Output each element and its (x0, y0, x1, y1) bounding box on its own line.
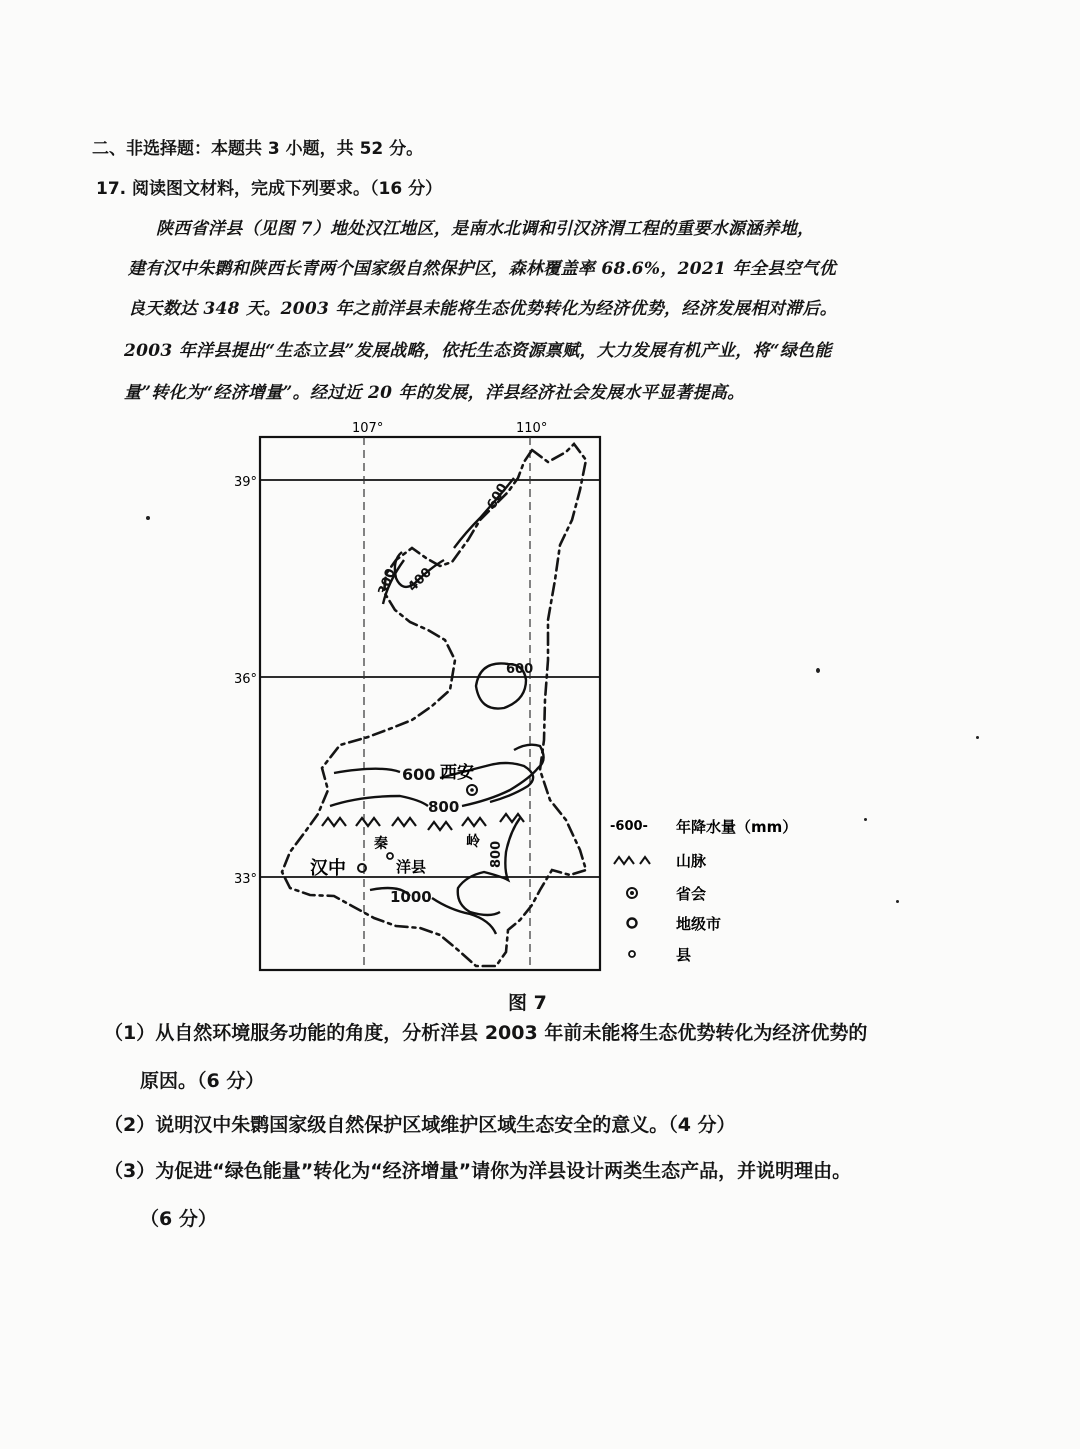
legend-symbol-capital (627, 888, 637, 898)
scan-speck (896, 900, 899, 903)
section-header: 二、非选择题：本题共 3 小题，共 52 分。 (92, 139, 424, 159)
place-hanzhong: 汉中 (310, 858, 346, 879)
scan-speck (864, 818, 867, 821)
lon-label-107: 107° (352, 421, 384, 436)
legend-label-isohyet: 年降水量（mm） (676, 818, 798, 836)
isohyet-800-b (462, 745, 544, 806)
legend-symbol-isohyet: -600- (610, 819, 648, 834)
isohyet-label-1000: 1000 (390, 888, 432, 906)
isohyet-label-600-north: 600 (484, 480, 512, 512)
sub-question-3-cont: （6 分） (140, 1208, 217, 1230)
legend-label-capital: 省会 (676, 885, 707, 903)
legend-symbol-mountain (614, 857, 650, 864)
lat-label-33: 33° (234, 872, 258, 887)
isohyet-600-north (454, 478, 514, 548)
isohyet-label-300: 300 (375, 566, 400, 598)
place-yangxian: 洋县 (396, 858, 427, 876)
lat-label-39: 39° (234, 475, 258, 490)
isohyet-label-600-west: 600 (402, 765, 436, 784)
isohyet-800-a (330, 796, 428, 806)
isohyet-600-west-b (440, 763, 533, 802)
isohyet-800-c (458, 818, 520, 915)
province-boundary (282, 444, 586, 966)
qinling-mountain-symbols (322, 814, 524, 830)
isohyet-label-400: 400 (405, 565, 436, 595)
legend-label-mountain: 山脉 (676, 852, 707, 870)
scan-speck (976, 736, 979, 739)
place-qin: 秦 (374, 836, 388, 852)
legend-label-prefecture: 地级市 (676, 915, 722, 933)
isohyet-1000-b (432, 898, 496, 934)
legend-label-county: 县 (676, 946, 692, 964)
legend-symbol-prefecture (628, 919, 637, 928)
material-line-5: 量”转化为“经济增量”。经过近 20 年的发展，洋县经济社会发展水平显著提高。 (124, 383, 745, 403)
xian-capital-marker (467, 785, 477, 795)
map-legend (610, 818, 797, 964)
sub-question-3: （3）为促进“绿色能量”转化为“经济增量”请你为洋县设计两类生态产品，并说明理由。 (104, 1160, 852, 1182)
sub-question-1-cont: 原因。（6 分） (140, 1070, 265, 1092)
scan-speck (146, 516, 150, 520)
isohyet-300 (383, 560, 404, 604)
isohyet-1000-a (370, 888, 410, 896)
yangxian-county-marker (387, 853, 393, 859)
question-title: 17. 阅读图文材料，完成下列要求。（16 分） (96, 179, 443, 199)
isohyet-label-600-center: 600 (506, 662, 534, 677)
map-frame (260, 437, 600, 970)
xian-capital-marker-dot (470, 788, 474, 792)
material-line-2: 建有汉中朱鹮和陕西长青两个国家级自然保护区，森林覆盖率 68.6%，2021 年全县空气优 (128, 259, 837, 279)
isohyets (330, 478, 544, 934)
isohyet-600-center (476, 663, 526, 708)
isohyet-label-800-west: 800 (428, 798, 460, 816)
sub-question-2: （2）说明汉中朱鹮国家级自然保护区域维护区域生态安全的意义。（4 分） (104, 1114, 736, 1136)
isohyet-400 (395, 552, 444, 587)
isohyet-label-800-east: 800 (489, 840, 504, 868)
place-xian: 西安 (440, 763, 474, 783)
legend-symbol-county (629, 951, 635, 957)
isohyet-600-west-a (334, 769, 400, 773)
material-line-1: 陕西省洋县（见图 7）地处汉江地区，是南水北调和引汉济渭工程的重要水源涵养地， (156, 219, 815, 239)
hanzhong-city-marker (358, 864, 366, 872)
scan-speck (816, 668, 820, 673)
figure-caption: 图 7 (508, 992, 547, 1014)
isohyet-labels (376, 481, 533, 906)
lat-label-36: 36° (234, 672, 258, 687)
material-line-4: 2003 年洋县提出“生态立县”发展战略，依托生态资源禀赋，大力发展有机产业，将“绿色能 (124, 341, 832, 361)
lon-label-110: 110° (516, 421, 548, 436)
place-ling: 岭 (466, 834, 480, 850)
sub-question-1: （1）从自然环境服务功能的角度，分析洋县 2003 年前未能将生态优势转化为经济优势的 (104, 1022, 868, 1044)
material-line-3: 良天数达 348 天。2003 年之前洋县未能将生态优势转化为经济优势，经济发展相对滞后。 (128, 299, 838, 319)
